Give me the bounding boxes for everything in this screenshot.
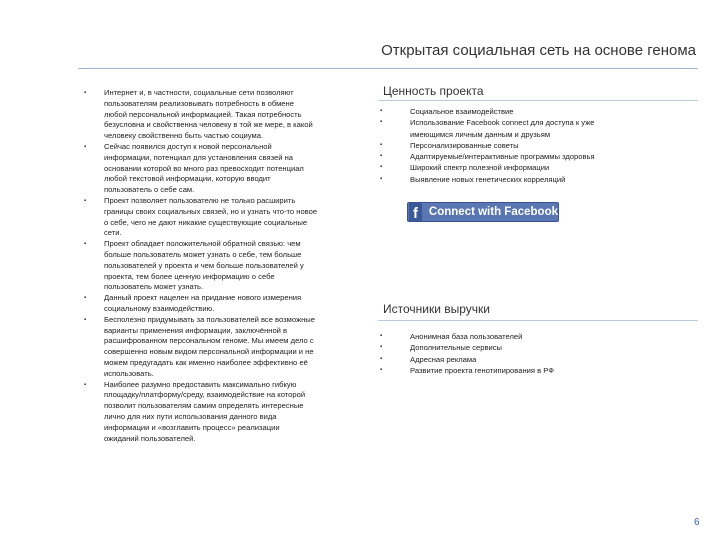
bullet-icon: ▪ bbox=[84, 90, 87, 96]
bullet-icon: ▪ bbox=[380, 164, 383, 171]
text-line: Развитие проекта генотипирования в РФ bbox=[410, 365, 554, 375]
text-line: социальному взаимодействию. bbox=[104, 303, 215, 313]
list-item bbox=[380, 354, 680, 365]
list-item bbox=[380, 162, 680, 173]
text-line: информации и «возглавить процесс» реализации bbox=[104, 422, 280, 432]
page-number: 6 bbox=[694, 517, 700, 528]
list-item bbox=[380, 140, 680, 151]
list-item-text bbox=[410, 151, 680, 162]
bullet-icon: ▪ bbox=[380, 153, 383, 160]
list-item-text bbox=[104, 239, 364, 293]
text-line: человеку свойственно быть частью социума. bbox=[104, 131, 264, 141]
text-line: Социальное взаимодействие bbox=[410, 107, 514, 116]
text-line: Выявление новых генетических корреляций bbox=[410, 174, 566, 184]
bullet-icon: ▪ bbox=[84, 143, 87, 150]
bullet-icon: ▪ bbox=[380, 333, 383, 339]
revenue-sources-heading: Источники выручки bbox=[383, 302, 491, 316]
bullet-icon: ▪ bbox=[380, 344, 383, 351]
text-line: Интернет и, в частности, социальные сети позволяют bbox=[104, 88, 294, 97]
text-line: Данный проект нацелен на придание нового измерения bbox=[104, 293, 302, 303]
list-item bbox=[84, 315, 364, 380]
text-line: пользователей у проекта и чем больше пользователей у bbox=[104, 260, 304, 270]
text-line: расшифрованном персональном геноме. Мы имеем дело с bbox=[104, 336, 314, 346]
text-line: Проект обладает положительной обратной связью: чем bbox=[104, 239, 301, 249]
list-item-text bbox=[104, 293, 364, 315]
list-item-text bbox=[410, 140, 680, 151]
project-value-heading: Ценность проекта bbox=[383, 84, 484, 98]
text-line: площадку/платформу/среду, взаимодействие на которой bbox=[104, 390, 306, 400]
list-item-text bbox=[410, 117, 680, 140]
text-line: совершенно новым видом персональной информации и не bbox=[104, 347, 314, 357]
list-item-text bbox=[410, 342, 680, 353]
bullet-icon: ▪ bbox=[380, 366, 383, 373]
text-line: Сейчас появился доступ к новой персональной bbox=[104, 141, 272, 151]
text-line: пользователь о себе сам. bbox=[104, 185, 195, 195]
text-line: использовать. bbox=[104, 368, 154, 378]
text-line: ожиданий пользователей. bbox=[104, 433, 196, 443]
list-item bbox=[84, 293, 364, 315]
left-bullet-list bbox=[84, 88, 364, 444]
list-item bbox=[84, 88, 364, 142]
text-line: больше пользователь может узнать о себе, тем больше bbox=[104, 249, 302, 259]
text-line: Персонализированные советы bbox=[410, 140, 519, 150]
list-item-text bbox=[410, 365, 680, 376]
text-line: Проект позволяет пользователю не только расширить bbox=[104, 195, 296, 205]
text-line: пользователь может узнать. bbox=[104, 282, 204, 292]
list-item-text bbox=[104, 380, 364, 445]
revenue-sources-list bbox=[380, 331, 680, 376]
list-item-text bbox=[410, 331, 680, 342]
bullet-icon: ▪ bbox=[380, 141, 383, 148]
text-line: имеющимся личным данным и друзьям bbox=[410, 129, 551, 139]
title-divider bbox=[78, 68, 698, 69]
list-item bbox=[380, 117, 680, 140]
bullet-icon: ▪ bbox=[84, 197, 87, 204]
text-line: Адаптируемые/интерактивные программы здоровья bbox=[410, 152, 595, 162]
text-line: пользователям реализовывать потребность в обмене bbox=[104, 98, 294, 108]
text-line: безусловна и свойственна человеку в той же мере, в какой bbox=[104, 120, 313, 130]
text-line: Анонимная база пользователей bbox=[410, 332, 523, 341]
list-item bbox=[380, 174, 680, 185]
project-value-divider bbox=[378, 100, 698, 101]
text-line: варианты применения информации, заключённой в bbox=[104, 325, 288, 335]
list-item-text bbox=[104, 142, 364, 196]
bullet-icon: ▪ bbox=[84, 381, 87, 388]
text-line: Использование Facebook connect для доступа к уже bbox=[410, 118, 595, 128]
bullet-icon: ▪ bbox=[380, 119, 383, 126]
text-line: любой персональной информацией. Такая потребность bbox=[104, 109, 302, 119]
text-line: Бесполезно придумывать за пользователей все возможные bbox=[104, 314, 315, 324]
text-line: Наиболее разумно предоставить максимально гибкую bbox=[104, 379, 297, 389]
bullet-icon: ▪ bbox=[380, 175, 383, 182]
bullet-icon: ▪ bbox=[84, 316, 87, 323]
revenue-sources-divider bbox=[378, 320, 698, 321]
text-line: любой текстовой информации, которую вводит bbox=[104, 174, 271, 184]
text-line: сети. bbox=[104, 228, 122, 238]
list-item bbox=[84, 142, 364, 196]
list-item-text bbox=[104, 315, 364, 380]
bullet-icon: ▪ bbox=[84, 241, 87, 248]
slide-title: Открытая социальная сеть на основе генома bbox=[381, 42, 696, 59]
text-line: позволит пользователям самим определять интересные bbox=[104, 401, 304, 411]
project-value-list bbox=[380, 106, 680, 185]
list-item bbox=[380, 151, 680, 162]
list-item-text bbox=[104, 88, 364, 142]
facebook-logo-icon: f bbox=[409, 203, 422, 221]
text-line: информации, потенциал для установления связей на bbox=[104, 152, 294, 162]
text-line: Широкий спектр полезной информации bbox=[410, 163, 550, 173]
list-item-text bbox=[410, 174, 680, 185]
list-item bbox=[380, 365, 680, 376]
text-line: Адресная реклама bbox=[410, 354, 477, 364]
connect-with-facebook-button[interactable] bbox=[407, 202, 559, 222]
list-item-text bbox=[410, 162, 680, 173]
text-line: границы своих социальных связей, но и узнать что-то новое bbox=[104, 206, 318, 216]
text-line: основании которой во много раз превосходит потенциал bbox=[104, 163, 304, 173]
list-item bbox=[84, 239, 364, 293]
list-item bbox=[380, 106, 680, 117]
list-item bbox=[380, 342, 680, 353]
list-item-text bbox=[410, 106, 680, 117]
text-line: проекта, тем более ценную информацию о себе bbox=[104, 271, 275, 281]
bullet-icon: ▪ bbox=[380, 108, 383, 114]
list-item bbox=[84, 196, 364, 239]
text-line: можем предугадать как именно наиболее эффективно её bbox=[104, 357, 308, 367]
bullet-icon: ▪ bbox=[84, 295, 87, 302]
list-item-text bbox=[104, 196, 364, 239]
text-line: лично для них пути использования данного вида bbox=[104, 411, 277, 421]
text-line: Дополнительные сервисы bbox=[410, 343, 502, 353]
list-item bbox=[380, 331, 680, 342]
bullet-icon: ▪ bbox=[380, 355, 383, 362]
facebook-button-label: Connect with Facebook bbox=[428, 206, 558, 218]
list-item-text bbox=[410, 354, 680, 365]
list-item bbox=[84, 380, 364, 445]
text-line: о себе, чего не дают никакие существующие социальные bbox=[104, 217, 308, 227]
